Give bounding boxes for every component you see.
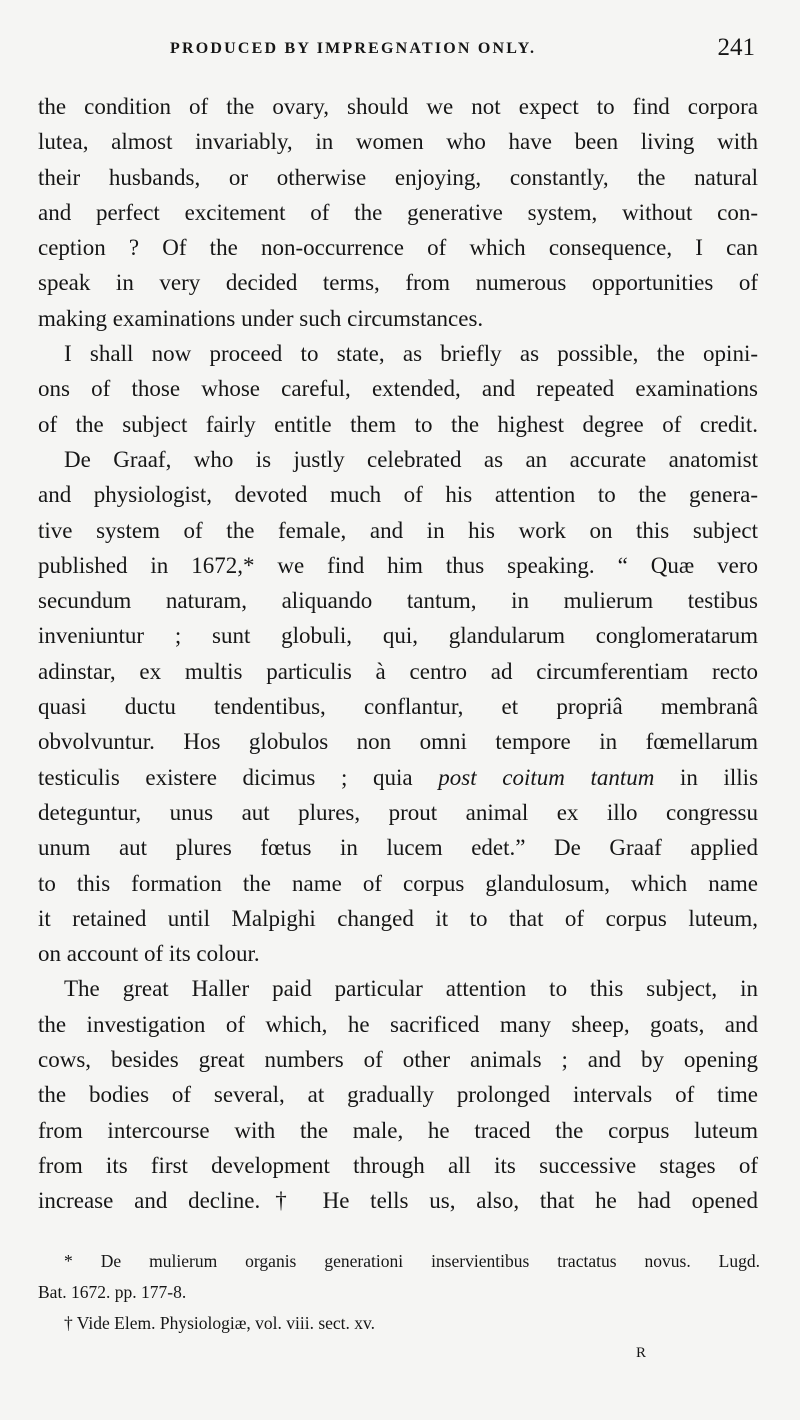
text-line: speak in very decided terms, from numerous opportunities of — [38, 270, 758, 296]
text-line: their husbands, or otherwise enjoying, constantly, the natural — [38, 164, 758, 190]
text-line: ception ? Of the non-occurrence of which consequence, I can — [38, 235, 758, 261]
text-line: lutea, almost invariably, in women who have been living with — [38, 129, 758, 155]
text-line: I shall now proceed to state, as briefly as possible, the opini- — [64, 341, 758, 367]
page-number: 241 — [717, 34, 755, 61]
italic-phrase: post coitum tantum — [438, 764, 655, 790]
text-line: secundum naturam, aliquando tantum, in mulierum testibus — [38, 588, 758, 614]
text-line: inveniuntur ; sunt globuli, qui, glandularum conglomeratarum — [38, 623, 758, 649]
running-title: PRODUCED BY IMPREGNATION ONLY. — [170, 40, 537, 57]
text-line: the bodies of several, at gradually prolonged intervals of time — [38, 1082, 758, 1108]
text-line: and perfect excitement of the generative system, without con- — [38, 199, 758, 225]
text-line: The great Haller paid particular attention to this subject, in — [64, 976, 758, 1002]
text-line: De Graaf, who is justly celebrated as an accurate anatomist — [64, 446, 758, 472]
text-segment: testiculis existere dicimus ; quia — [38, 764, 413, 790]
text-segment: in illis — [680, 764, 759, 790]
text-line: making examinations under such circumstances. — [38, 305, 484, 331]
text-line: deteguntur, unus aut plures, prout animal ex illo congressu — [38, 799, 758, 825]
text-line: it retained until Malpighi changed it to that of corpus luteum, — [38, 905, 758, 931]
text-line: from its first development through all its successive stages of — [38, 1152, 758, 1178]
text-line: and physiologist, devoted much of his attention to the genera- — [38, 482, 758, 508]
text-line: quasi ductu tendentibus, conflantur, et propriâ membranâ — [38, 694, 758, 720]
text-line: obvolvuntur. Hos globulos non omni tempore in fœmellarum — [38, 729, 758, 755]
text-line-with-italic — [38, 760, 758, 795]
text-line: increase and decline.† He tells us, also, that he had opened — [38, 1188, 758, 1214]
text-line: of the subject fairly entitle them to the highest degree of credit. — [38, 411, 758, 437]
text-line: unum aut plures fœtus in lucem edet.” De Graaf applied — [38, 835, 758, 861]
footnotes — [38, 1246, 760, 1339]
running-head — [40, 34, 755, 66]
text-line: cows, besides great numbers of other animals ; and by opening — [38, 1047, 758, 1073]
text-line: on account of its colour. — [38, 941, 260, 967]
footnote-2: † Vide Elem. Physiologiæ, vol. viii. sect. xv. — [64, 1313, 376, 1333]
text-line: tive system of the female, and in his work on this subject — [38, 517, 758, 543]
text-line: ons of those whose careful, extended, and repeated examinations — [38, 376, 758, 402]
signature-mark: R — [636, 1345, 647, 1361]
body-text — [38, 89, 758, 1219]
text-line: to this formation the name of corpus glandulosum, which name — [38, 870, 758, 896]
text-line: adinstar, ex multis particulis à centro ad circumferentiam recto — [38, 658, 758, 684]
text-line: from intercourse with the male, he traced the corpus luteum — [38, 1117, 758, 1143]
text-line: the investigation of which, he sacrificed many sheep, goats, and — [38, 1011, 758, 1037]
text-line: the condition of the ovary, should we not expect to find corpora — [38, 94, 758, 119]
footnote-1-line-2: Bat. 1672. pp. 177-8. — [38, 1282, 187, 1302]
text-line: published in 1672,* we find him thus speaking. “ Quæ vero — [38, 552, 758, 578]
footnote-1-line-1: * De mulierum organis generationi inservientibus tractatus novus. Lugd. — [64, 1251, 760, 1271]
